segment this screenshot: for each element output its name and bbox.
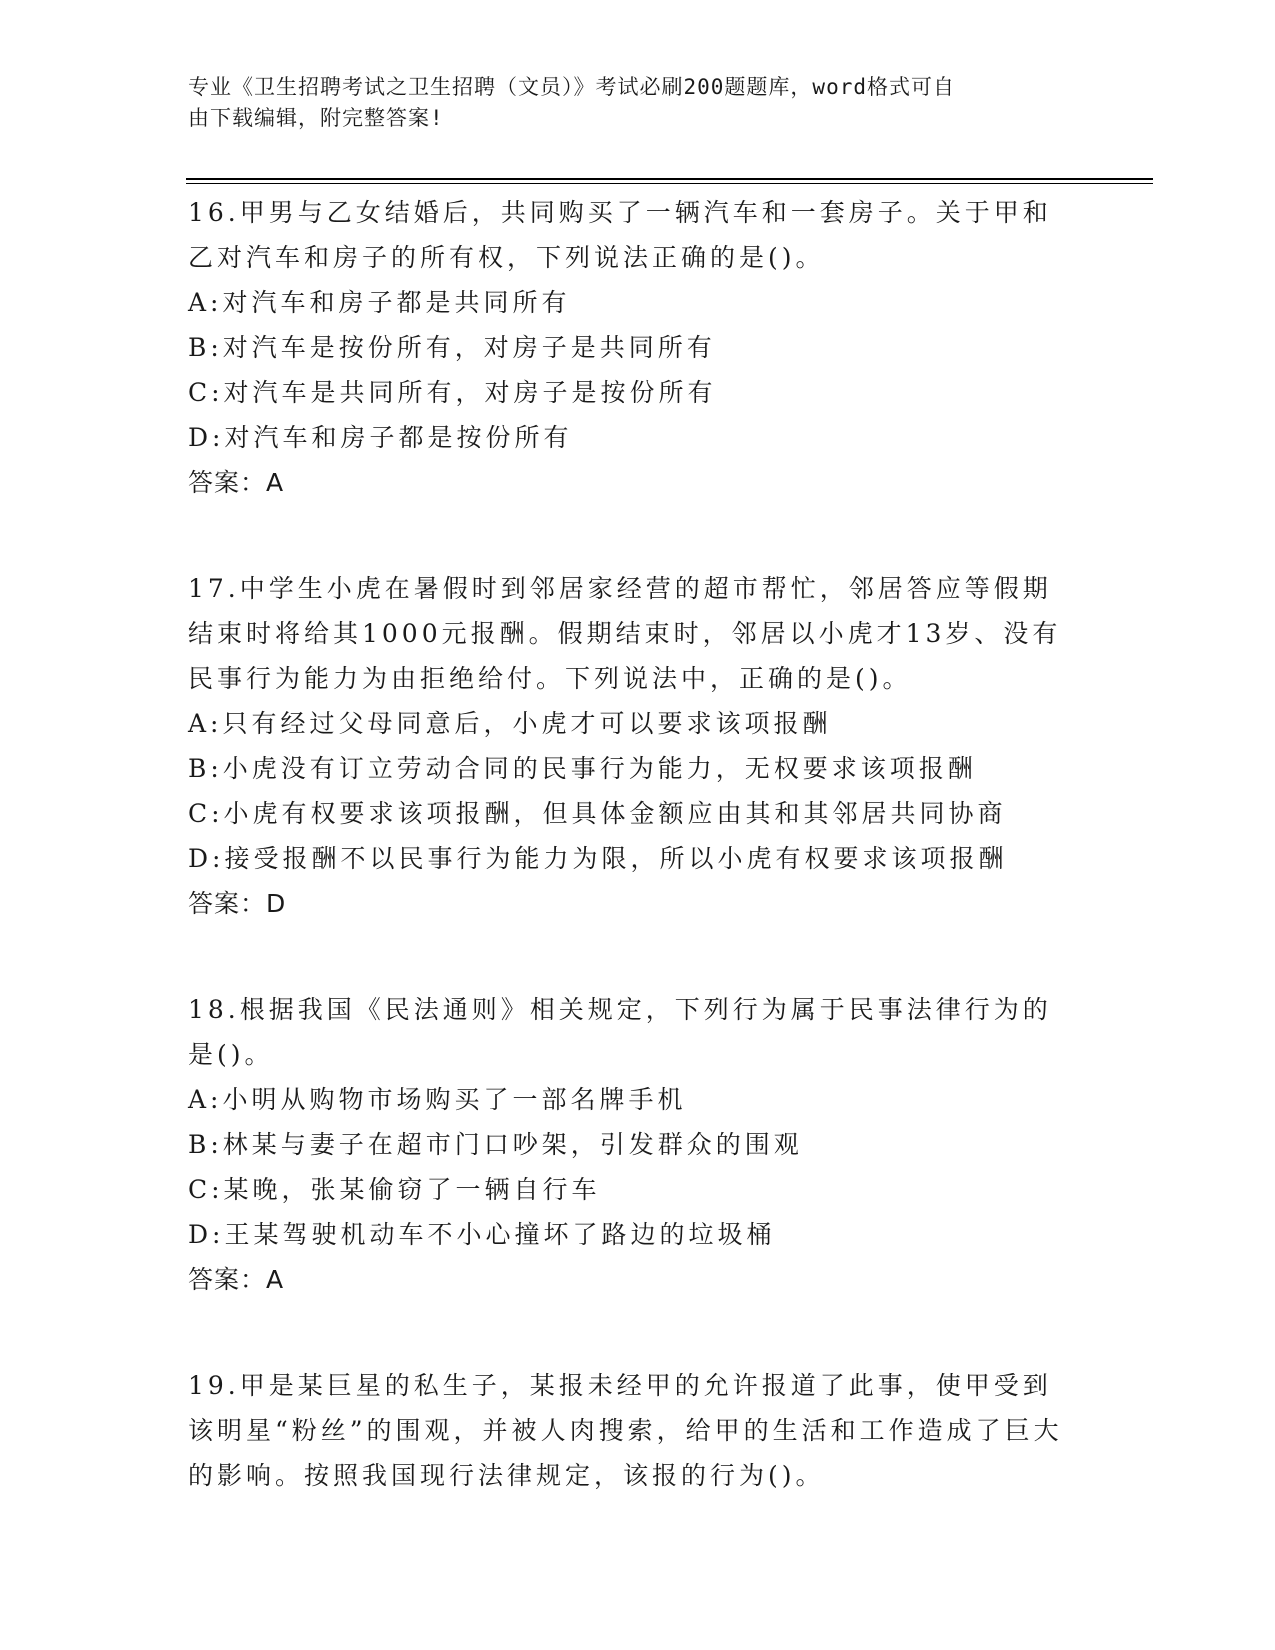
option-d: D:接受报酬不以民事行为能力为限，所以小虎有权要求该项报酬 — [188, 844, 1008, 873]
option-d: D:王某驾驶机动车不小心撞坏了路边的垃圾桶 — [188, 1220, 776, 1249]
question-list — [188, 190, 1078, 1559]
document-header — [188, 72, 1068, 134]
answer: 答案：D — [188, 889, 287, 918]
header-divider-thick — [186, 178, 1153, 180]
option-b: B:小虎没有订立劳动合同的民事行为能力，无权要求该项报酬 — [188, 754, 977, 783]
answer: 答案：A — [188, 468, 285, 497]
header-line-2: 由下载编辑，附完整答案! — [188, 106, 444, 130]
option-c: C:对汽车是共同所有，对房子是按份所有 — [188, 378, 717, 407]
answer: 答案：A — [188, 1265, 285, 1294]
option-c: C:小虎有权要求该项报酬，但具体金额应由其和其邻居共同协商 — [188, 799, 1007, 828]
option-c: C:某晚，张某偷窃了一辆自行车 — [188, 1175, 601, 1204]
option-a: A:小明从购物市场购买了一部名牌手机 — [188, 1085, 687, 1114]
option-d: D:对汽车和房子都是按份所有 — [188, 423, 573, 452]
option-a: A:对汽车和房子都是共同所有 — [188, 288, 571, 317]
question-stem: 16.甲男与乙女结婚后，共同购买了一辆汽车和一套房子。关于甲和乙对汽车和房子的所有权，下列说法正确的是()。 — [188, 198, 1052, 272]
option-b: B:对汽车是按份所有，对房子是共同所有 — [188, 333, 716, 362]
option-b: B:林某与妻子在超市门口吵架，引发群众的围观 — [188, 1130, 803, 1159]
question-17 — [188, 566, 1078, 926]
question-stem: 18.根据我国《民法通则》相关规定，下列行为属于民事法律行为的是()。 — [188, 995, 1052, 1069]
question-16 — [188, 190, 1078, 505]
question-18 — [188, 987, 1078, 1302]
header-line-1: 专业《卫生招聘考试之卫生招聘（文员）》考试必刷200题题库，word格式可自 — [188, 75, 955, 99]
header-divider-thin — [186, 183, 1153, 184]
question-stem: 17.中学生小虎在暑假时到邻居家经营的超市帮忙，邻居答应等假期结束时将给其1000元报酬。假期结束时，邻居以小虎才13岁、没有民事行为能力为由拒绝给付。下列说法中，正确的是()。 — [188, 574, 1062, 693]
option-a: A:只有经过父母同意后，小虎才可以要求该项报酬 — [188, 709, 832, 738]
question-stem: 19.甲是某巨星的私生子，某报未经甲的允许报道了此事，使甲受到该明星“粉丝”的围观，并被人肉搜索，给甲的生活和工作造成了巨大的影响。按照我国现行法律规定，该报的行为()。 — [188, 1371, 1063, 1490]
question-19 — [188, 1363, 1078, 1498]
